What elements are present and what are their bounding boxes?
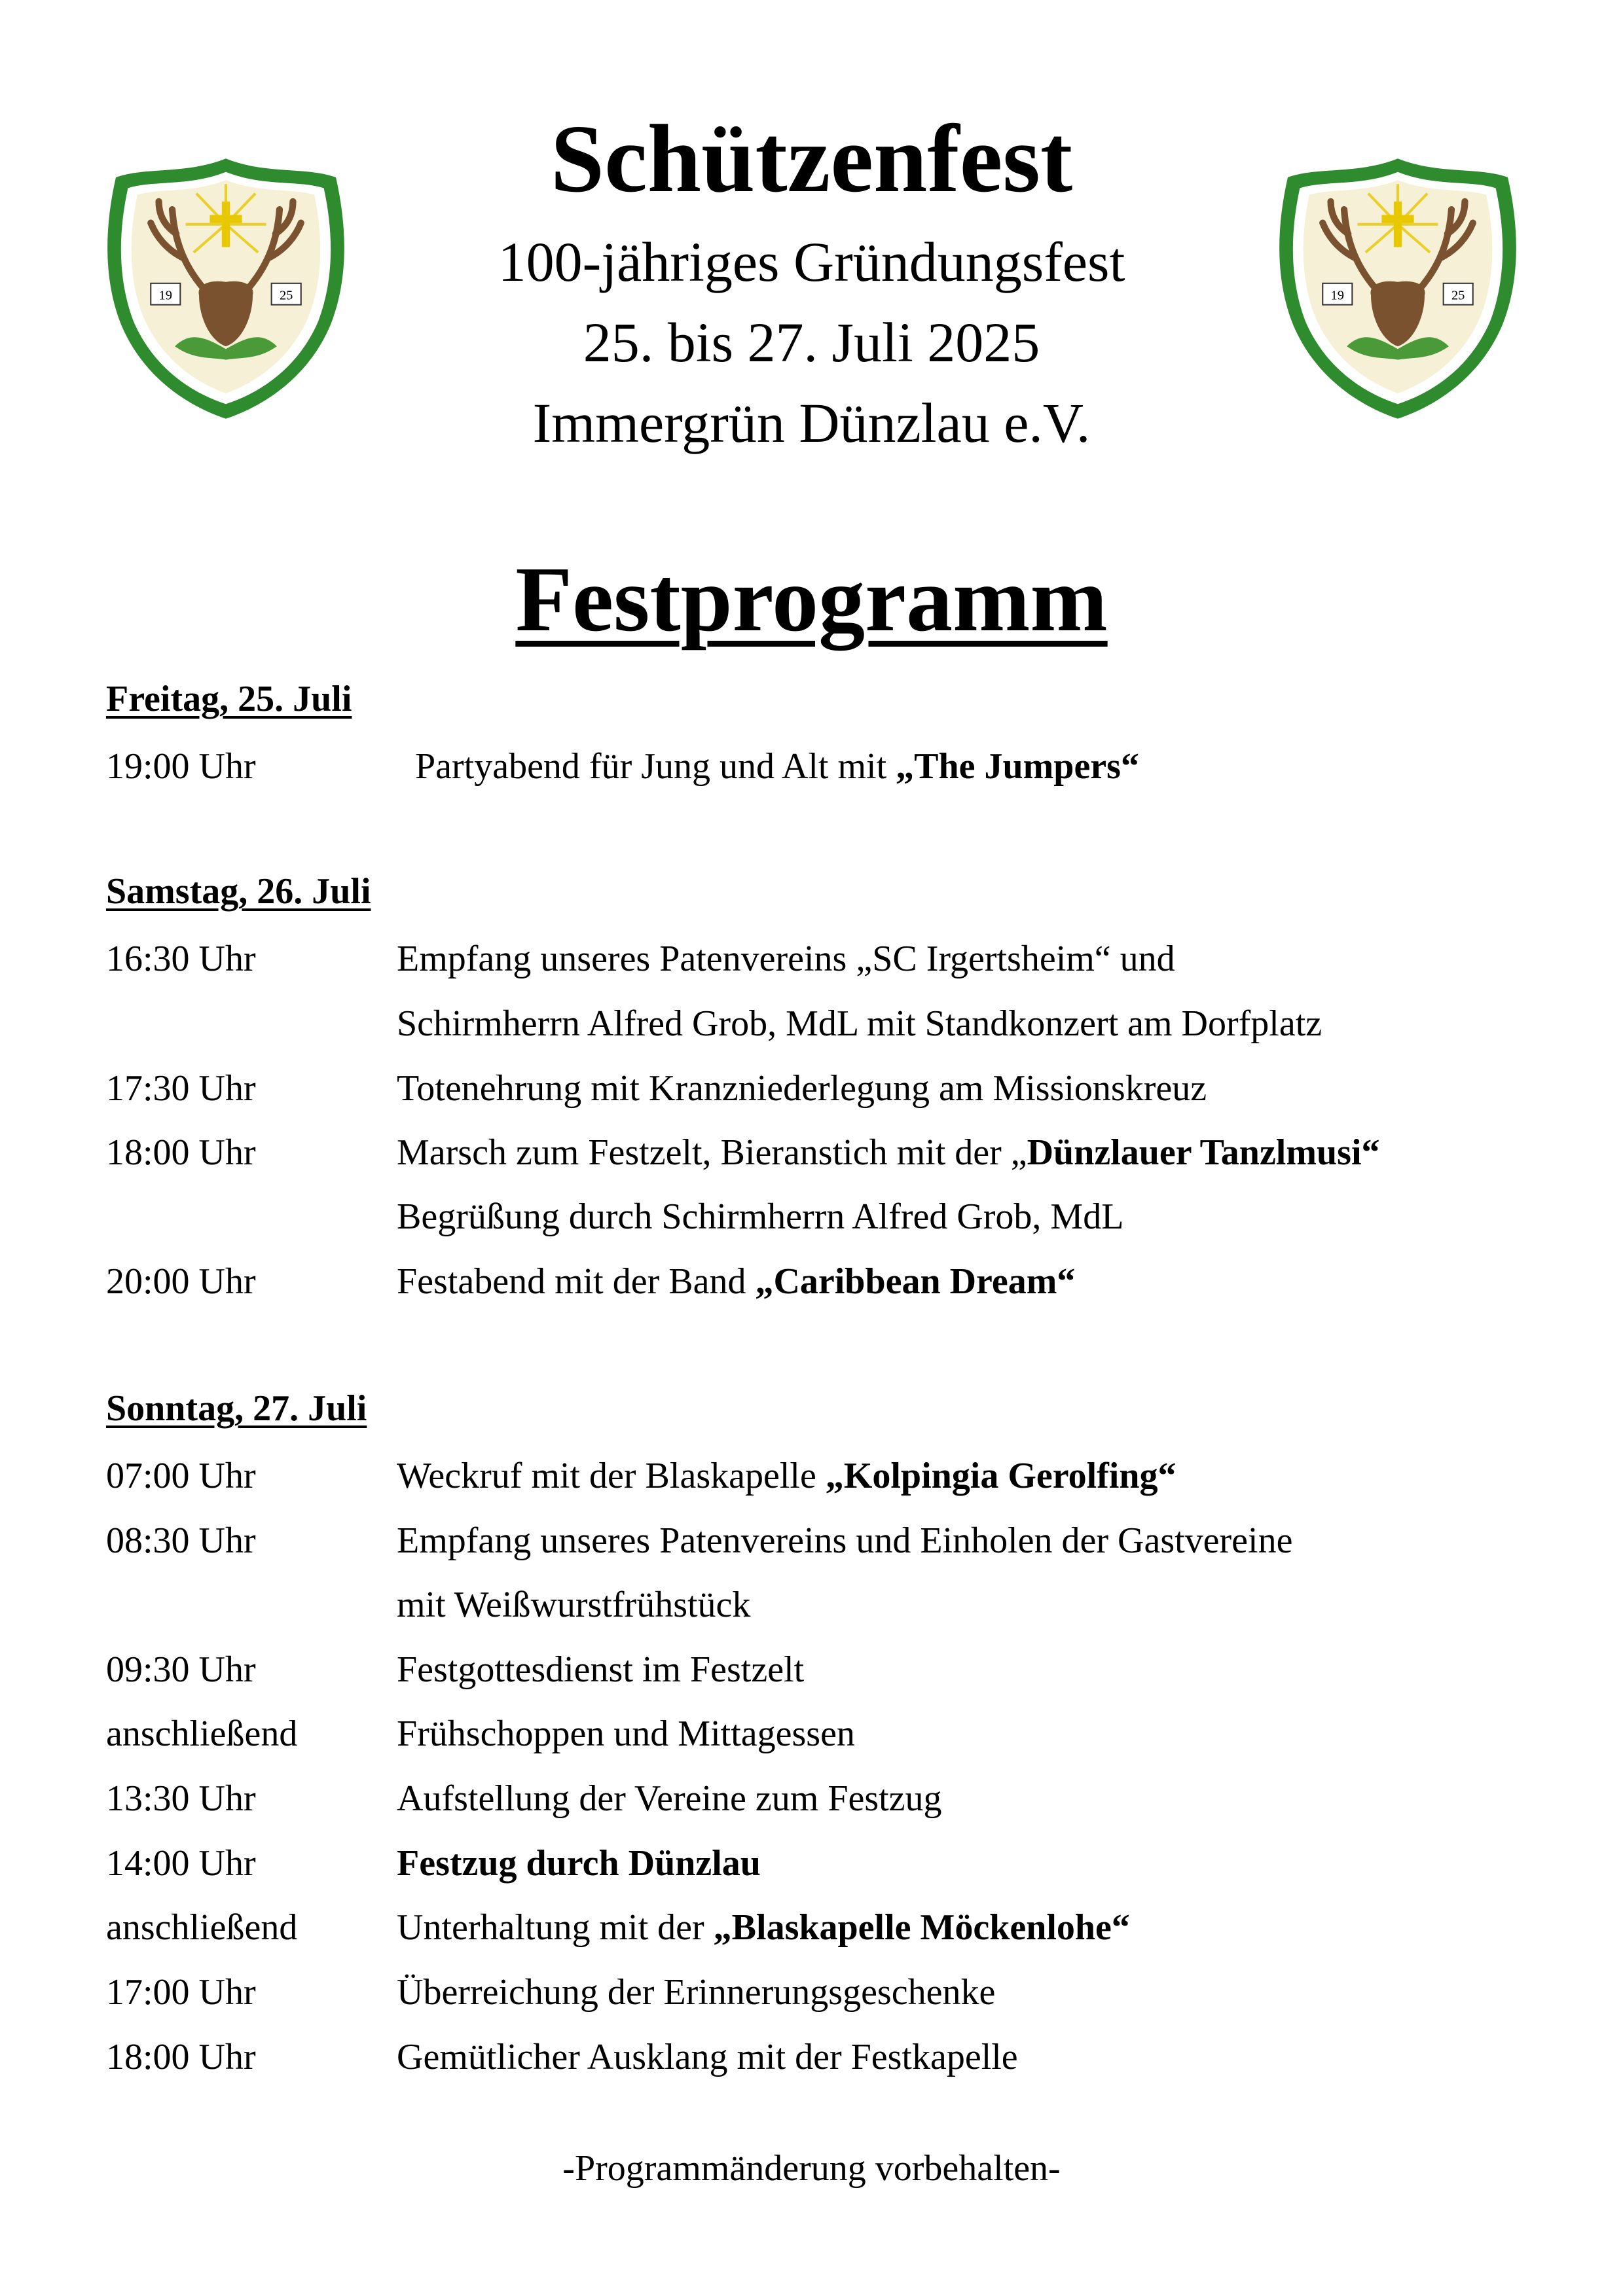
row-text: Marsch zum Festzelt, Bieranstich mit der „Dünzlauer Tanzlmusi“: [397, 1132, 1380, 1173]
schedule-row: [0, 1573, 1623, 1638]
row-text: Partyabend für Jung und Alt mit „The Jumpers“: [415, 746, 1139, 787]
row-text: Totenehrung mit Kranzniederlegung am Missionskreuz: [397, 1068, 1207, 1109]
schedule-row: [0, 1444, 1623, 1509]
row-text: Unterhaltung mit der „Blaskapelle Möckenlohe“: [397, 1907, 1130, 1948]
schedule-row: [0, 992, 1623, 1056]
row-time: 18:00 Uhr: [106, 2037, 256, 2077]
schedule-row: [0, 734, 1623, 799]
row-text: Aufstellung der Vereine zum Festzug: [397, 1778, 942, 1819]
row-text: Gemütlicher Ausklang mit der Festkapelle: [397, 2037, 1018, 2077]
row-time: 17:00 Uhr: [106, 1972, 256, 2013]
row-time: 07:00 Uhr: [106, 1456, 256, 1496]
row-time: 18:00 Uhr: [106, 1132, 256, 1173]
event-dates: 25. bis 27. Juli 2025: [583, 311, 1040, 374]
row-text: Festzug durch Dünzlau: [397, 1843, 761, 1884]
logo-year-right: 25: [1451, 288, 1465, 303]
day-heading-saturday: Samstag, 26. Juli: [106, 871, 371, 912]
footer-note: -Programmänderung vorbehalten-: [562, 2148, 1061, 2189]
row-text: Schirmherrn Alfred Grob, MdL mit Standkonzert am Dorfplatz: [397, 1003, 1322, 1044]
schedule-row: [0, 1056, 1623, 1121]
schedule-row: [0, 1895, 1623, 1960]
row-time: 14:00 Uhr: [106, 1843, 256, 1884]
subtitle: 100-jähriges Gründungsfest: [498, 230, 1125, 293]
schedule-row: [0, 1960, 1623, 2025]
row-text: Frühschoppen und Mittagessen: [397, 1713, 855, 1754]
row-time: 20:00 Uhr: [106, 1261, 256, 1302]
row-time: 17:30 Uhr: [106, 1068, 256, 1109]
row-time: 08:30 Uhr: [106, 1520, 256, 1561]
logo-year-left: 19: [158, 288, 173, 303]
schedule-row: [0, 2025, 1623, 2090]
row-text: Überreichung der Erinnerungsgeschenke: [397, 1972, 996, 2013]
schedule-row: [0, 1509, 1623, 1573]
row-time: anschließend: [106, 1907, 298, 1948]
schedule-row: [0, 1831, 1623, 1896]
row-text: Empfang unseres Patenvereins und Einholen der Gastvereine: [397, 1520, 1293, 1561]
program-title: Festprogramm: [515, 547, 1108, 651]
row-text: mit Weißwurstfrühstück: [397, 1585, 751, 1625]
schedule-row: [0, 1702, 1623, 1767]
header: [0, 0, 1623, 497]
row-text: Weckruf mit der Blaskapelle „Kolpingia Gerolfing“: [397, 1456, 1176, 1496]
row-text: Begrüßung durch Schirmherrn Alfred Grob, MdL: [397, 1196, 1124, 1237]
row-time: 16:30 Uhr: [106, 939, 256, 979]
row-text: Empfang unseres Patenvereins „SC Irgertsheim“ und: [397, 939, 1175, 979]
club-name: Immergrün Dünzlau e.V.: [532, 391, 1091, 454]
schedule-row: [0, 1185, 1623, 1249]
row-time: 13:30 Uhr: [106, 1778, 256, 1819]
club-crest-icon: [1264, 151, 1532, 425]
page-title: Schützenfest: [550, 105, 1073, 213]
day-heading-sunday: Sonntag, 27. Juli: [106, 1388, 367, 1429]
row-time: anschließend: [106, 1713, 298, 1754]
schedule-row: [0, 1249, 1623, 1314]
logo-year-left: 19: [1330, 288, 1345, 303]
schedule-row: [0, 1638, 1623, 1702]
day-heading-friday: Freitag, 25. Juli: [106, 679, 352, 719]
schedule-row: [0, 1767, 1623, 1831]
logo-year-right: 25: [279, 288, 293, 303]
row-text: Festabend mit der Band „Caribbean Dream“: [397, 1261, 1076, 1302]
schedule-row: [0, 1121, 1623, 1185]
row-time: 09:30 Uhr: [106, 1649, 256, 1690]
row-text: Festgottesdienst im Festzelt: [397, 1649, 805, 1690]
row-time: 19:00 Uhr: [106, 746, 256, 787]
schedule-row: [0, 927, 1623, 992]
